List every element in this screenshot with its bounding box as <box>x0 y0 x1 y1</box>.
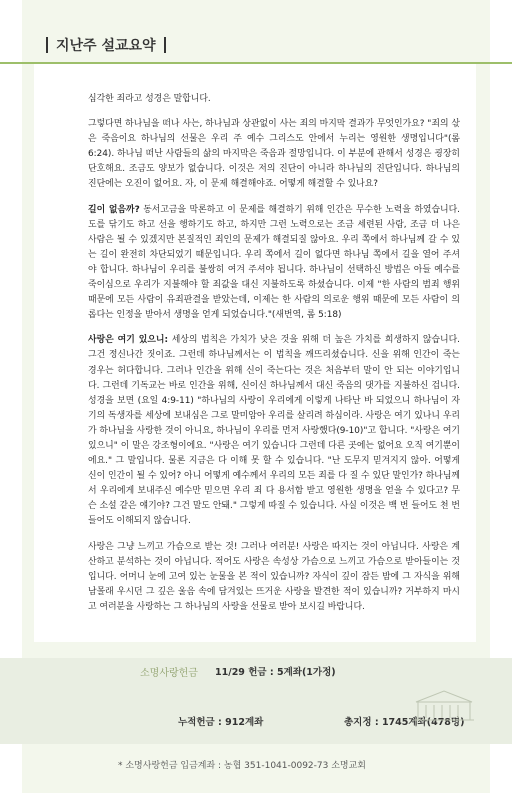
paragraph-4 <box>88 333 460 529</box>
paragraph-4-text: 세상의 법칙은 가치가 낮은 것을 위해 더 높은 가치를 희생하지 않습니다. 그건 정신나간 짓이죠. 그런데 하나님께서는 이 법칙을 깨뜨리셨습니다. 신을 위해 인간이 죽는 경우는 허다합니다. 그러나 인간을 위해 신이 죽는다는 것은 처음부터 말이 안 되는 이야기입니다. 그런데 기독교는 바로 인간을 위해, 신이신 하나님께서 대신 죽음의 댓가를 지불하신 겁니다. 성경을 보면 (요일 4:9-11) "하나님의 사랑이 우리에게 이렇게 나타난 바 되었으니 하나님이 자기의 독생자를 세상에 보내심은 그로 말미암아 우리를 살리려 하심이라. 사랑은 여기 있나니 우리가 하나님을 사랑한 것이 아니요, 하나님이 우리를 먼저 사랑했다(9-10)"고 합니다. "사랑은 여기 있으니" 이 말은 강조형이에요. "사랑은 여기 있습니다 그런데 다른 곳에는 없어요 오직 여기뿐이에요." 그 말입니다. 물론 지금은 다 이해 못 할 수 있습니다. "난 도무지 믿겨지지 않아. 어떻게 신이 인간이 될 수 있어? 아니 어떻게 예수께서 우리의 모든 죄를 다 질 수 있단 말인가? 하나님께서 우리에게 보내주신 예수만 믿으면 우리 죄 다 용서함 받고 영원한 생명을 얻을 수 있다고? 무슨 소설 같은 얘기야? 그건 말도 안돼." 그렇게 따질 수 있습니다. 사실 이것은 백 번 들어도 천 번 들어도 이해되지 않습니다. <box>88 335 460 527</box>
sermon-summary <box>88 92 460 625</box>
account-note: * 소명사랑헌금 입금계좌 : 농협 351-1041-0092-73 소명교회 <box>118 761 366 771</box>
offering-title: 소명사랑헌금 <box>140 668 198 679</box>
paragraph-4-lead: 사랑은 여기 있으니: <box>88 335 169 346</box>
header-bar-right <box>164 37 166 53</box>
church-building-icon <box>410 688 478 722</box>
header-bar-left <box>46 37 48 53</box>
paragraph-1: 심각한 죄라고 성경은 말합니다. <box>88 94 211 104</box>
paragraph-2: 그렇다면 하나님을 떠나 사는, 하나님과 상관없이 사는 죄의 마지막 결과가 무엇인가요? "죄의 삯은 죽음이요 하나님의 선물은 우리 주 예수 그리스도 안에서 누리는 영원한 생명입니다"(롬 6:24). 하나님 떠난 사람들의 삶의 마지막은 죽음과 절망입니다. 이 부분에 관해서 성경은 굉장히 단호해요. 조금도 양보가 없습니다. 이것은 저의 진단이 아니라 하나님의 진단입니다. 하나님의 진단에는 오진이 없어요. 자, 이 문제 해결해야죠. 어떻게 해결할 수 있나요? <box>88 119 460 190</box>
paragraph-5: 사랑은 그냥 느끼고 가슴으로 받는 것! 그러나 여러분! 사랑은 따지는 것이 아닙니다. 사랑은 계산하고 분석하는 것이 아닙니다. 적어도 사랑은 속성상 가슴으로 느끼고 가슴으로 받아들이는 것입니다. 어머니 눈에 고여 있는 눈물을 본 적이 있습니까? 자식이 깊이 잠든 밤에 그 자식을 위해 남몰래 우시던 그 깊은 울음 속에 담겨있는 뜨거운 사랑을 발견한 적이 있습니까? 거부하지 마시고 여러분을 사랑하는 그 하나님의 사랑을 선물로 받아 보시길 바랍니다. <box>88 541 460 612</box>
paragraph-3 <box>88 203 460 324</box>
page-title: 지난주 설교요약 <box>56 38 156 54</box>
section-header <box>38 34 174 56</box>
paragraph-3-lead: 길이 없음까? <box>88 204 140 215</box>
offering-cumulative: 누적헌금 : 912계좌 <box>178 717 264 728</box>
offering-weekly: 11/29 헌금 : 5계좌(1가정) <box>215 667 336 678</box>
header-divider <box>0 62 512 64</box>
offering-total: 총지정 : 1745계좌(478명) <box>344 717 465 728</box>
paragraph-3-text: 동서고금을 막론하고 이 문제를 해결하기 위해 인간은 무수한 노력을 하였습니다. 도를 닦기도 하고 선을 행하기도 하고, 하지만 그런 노력으로는 조금 세련된 사람, 조금 더 나은 사람은 될 수 있겠지만 본질적인 죄인의 문제가 해결되질 않아요. 우리 쪽에서 하나님께 갈 수 있는 길이 완전히 차단되었기 때문입니다. 우리 쪽에서 길이 없다면 하나님 쪽에서 길을 열어 주셔야 합니다. 하나님이 우리를 불쌍히 여겨 주셔야 됩니다. 하나님이 선택하신 방법은 아들 예수를 죽이심으로 우리가 지불해야 할 죄값을 대신 지불하도록 하셨습니다. 이제 "한 사람의 범죄 행위 때문에 모든 사람이 유죄판결을 받았는데, 이제는 한 사람의 의로운 행위 때문에 모든 사람이 의롭다는 인정을 받아서 생명을 얻게 되었습니다."(새번역, 롬 5:18) <box>88 204 461 321</box>
